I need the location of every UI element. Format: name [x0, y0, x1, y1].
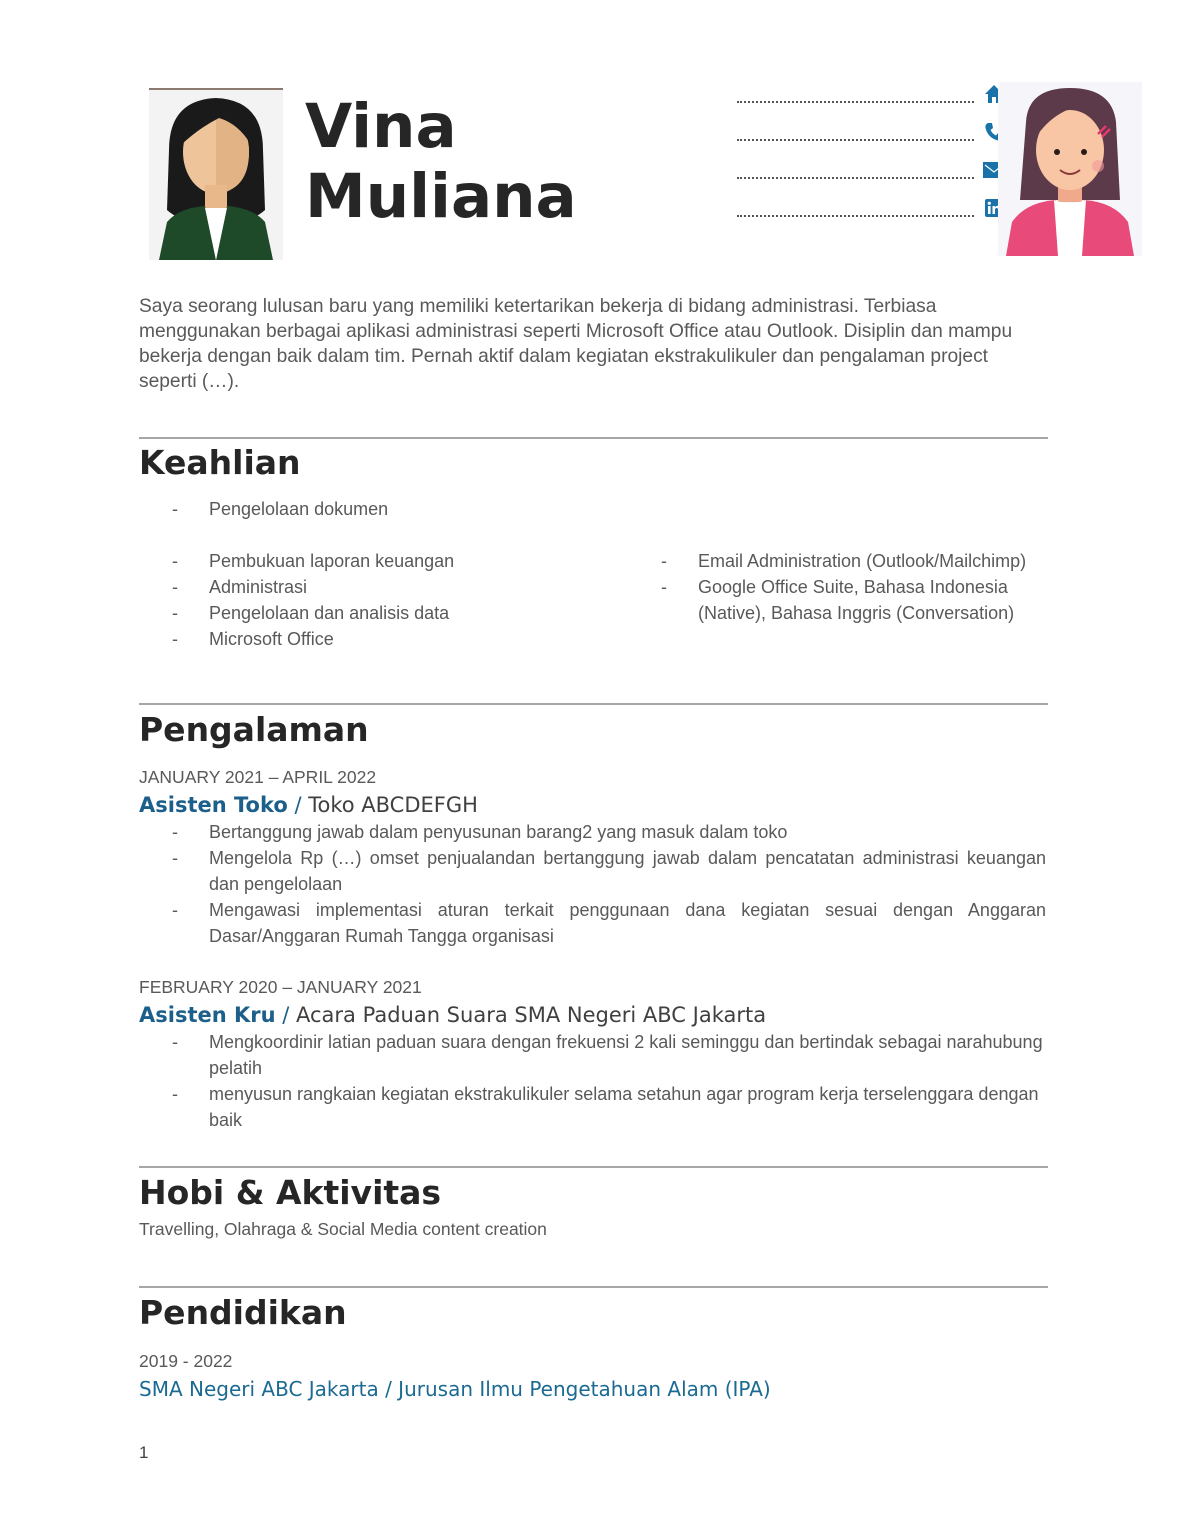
- job-separator: /: [275, 1003, 297, 1027]
- skill-item: - Pengelolaan dan analisis data: [172, 603, 450, 623]
- contact-linkedin: [737, 197, 1007, 235]
- profile-summary: Saya seorang lulusan baru yang memiliki ketertarikan bekerja di bidang administrasi. Terbiasa menggunakan berbagai aplikasi administrasi seperti Microsoft Office atau Outlook. Disiplin dan mampu bekerja dengan baik dalam tim. Pernah aktif dalam kegiatan ekstrakulikuler dan pengalaman project seperti (…).: [139, 296, 1013, 392]
- job-title: Asisten Kru: [139, 1003, 276, 1027]
- skill-item: - Email Administration (Outlook/Mailchimp): [661, 551, 1027, 571]
- section-divider: [139, 437, 1048, 439]
- address-placeholder-line[interactable]: [737, 101, 974, 103]
- job-responsibilities: [172, 1029, 1046, 1133]
- contact-info: [737, 83, 1007, 235]
- education-school: SMA Negeri ABC Jakarta / Jurusan Ilmu Pengetahuan Alam (IPA): [139, 1377, 771, 1401]
- section-heading-hobbies: Hobi & Aktivitas: [139, 1173, 442, 1212]
- responsibility-item: - Mengkoordinir latian paduan suara dengan frekuensi 2 kali seminggu dan bertindak sebagai narahubung pelatih: [172, 1032, 1043, 1078]
- section-heading-skills: Keahlian: [139, 443, 301, 482]
- responsibility-item: - Mengawasi implementasi aturan terkait penggunaan dana kegiatan sesuai dengan Anggaran Dasar/Anggaran Rumah Tangga organisasi: [172, 900, 1046, 946]
- skill-item: - Pembukuan laporan keuangan: [172, 551, 455, 571]
- job-responsibilities: [172, 819, 1046, 949]
- last-name: Muliana: [305, 161, 577, 232]
- job-title: Asisten Toko: [139, 793, 288, 817]
- skill-item: - Google Office Suite, Bahasa Indonesia (Native), Bahasa Inggris (Conversation): [661, 577, 1015, 623]
- section-divider: [139, 1166, 1048, 1168]
- first-name: Vina: [305, 91, 457, 162]
- job-role: [139, 792, 478, 819]
- contact-phone: [737, 121, 1007, 159]
- responsibility-item: - Bertanggung jawab dalam penyusunan barang2 yang masuk dalam toko: [172, 822, 788, 842]
- skills-top-list: [172, 496, 622, 522]
- skills-left-column: [172, 548, 622, 652]
- contact-address: [737, 83, 1007, 121]
- job-organization: Acara Paduan Suara SMA Negeri ABC Jakarta: [296, 1003, 767, 1027]
- education-dates: 2019 - 2022: [139, 1351, 233, 1371]
- skill-item: - Pengelolaan dokumen: [172, 499, 389, 519]
- email-placeholder-line[interactable]: [737, 177, 974, 179]
- job-dates: FEBRUARY 2020 – JANUARY 2021: [139, 977, 422, 997]
- page-number: 1: [139, 1443, 149, 1462]
- skills-right-column: [661, 548, 1041, 626]
- cartoon-avatar-illustration: [998, 82, 1142, 256]
- job-separator: /: [287, 793, 309, 817]
- responsibility-item: - menyusun rangkaian kegiatan ekstrakulikuler selama setahun agar program kerja terselenggara dengan baik: [172, 1084, 1039, 1130]
- skill-item: - Microsoft Office: [172, 629, 334, 649]
- phone-placeholder-line[interactable]: [737, 139, 974, 141]
- job-dates: JANUARY 2021 – APRIL 2022: [139, 767, 377, 787]
- skill-item: - Administrasi: [172, 577, 308, 597]
- avatar-woman-green-blazer-icon: [149, 90, 283, 260]
- linkedin-placeholder-line[interactable]: [737, 215, 974, 217]
- section-divider: [139, 1286, 1048, 1288]
- hobbies-text: Travelling, Olahraga & Social Media content creation: [139, 1219, 547, 1239]
- section-divider: [139, 703, 1048, 705]
- avatar-woman-pink-cardigan-icon: [998, 82, 1142, 256]
- candidate-name: [305, 92, 577, 232]
- job-organization: Toko ABCDEFGH: [308, 793, 478, 817]
- profile-photo-illustration: [149, 88, 283, 260]
- section-heading-experience: Pengalaman: [139, 710, 369, 749]
- responsibility-item: - Mengelola Rp (…) omset penjualandan bertanggung jawab dalam pencatatan administrasi keuangan dan pengelolaan: [172, 848, 1046, 894]
- contact-email: [737, 159, 1007, 197]
- section-heading-education: Pendidikan: [139, 1293, 347, 1332]
- job-role: [139, 1002, 766, 1029]
